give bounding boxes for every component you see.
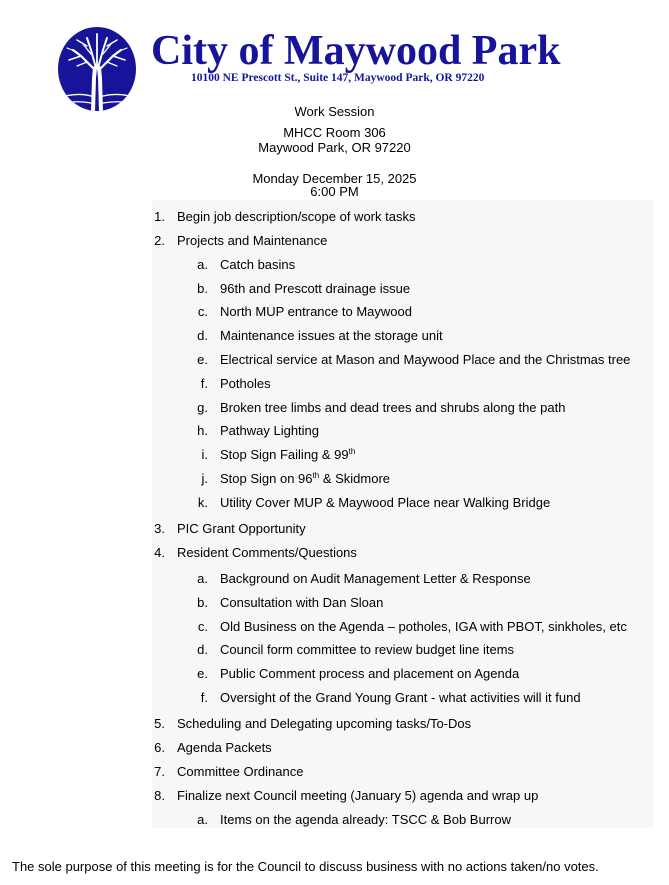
agenda-subitem (152, 257, 653, 273)
city-address: 10100 NE Prescott St., Suite 147, Maywood Park, OR 97220 (191, 72, 485, 84)
agenda-item-label: Pathway Lighting (220, 423, 320, 438)
agenda-item-label: Catch basins (220, 257, 296, 272)
agenda-item-number: f. (200, 690, 208, 705)
agenda-item-label: Items on the agenda already: TSCC & Bob Burrow (220, 812, 511, 827)
agenda-item-number: e. (197, 666, 208, 681)
agenda-item-text (220, 447, 355, 462)
agenda-item-number: e. (197, 352, 208, 367)
agenda-item-label: Stop Sign on 96 (220, 471, 313, 486)
agenda-item (152, 764, 653, 780)
agenda-item (152, 233, 653, 249)
agenda-item-text (220, 619, 627, 634)
agenda-subitem (152, 619, 653, 635)
agenda-item-label: Stop Sign Failing & 99 (220, 447, 349, 462)
agenda-item-number: 1. (154, 209, 165, 224)
agenda-item-label: Consultation with Dan Sloan (220, 595, 384, 610)
agenda-item-number: k. (197, 495, 208, 510)
agenda-item-label: Scheduling and Delegating upcoming tasks/To-Dos (177, 716, 472, 731)
ordinal-suffix: th (312, 471, 320, 480)
agenda-item-label: Oversight of the Grand Young Grant - what activities will it fund (220, 690, 581, 705)
agenda-item-label: Council form committee to review budget line items (220, 642, 515, 657)
meeting-room: MHCC Room 306 (283, 125, 386, 140)
agenda-item-text (220, 471, 390, 486)
agenda-item-label: Finalize next Council meeting (January 5) agenda and wrap up (177, 788, 539, 803)
agenda-subitem (152, 304, 653, 320)
agenda-item-label: Utility Cover MUP & Maywood Place near Walking Bridge (220, 495, 551, 510)
agenda-subitem (152, 471, 653, 487)
agenda-item-text (220, 281, 410, 296)
agenda-item-label: Committee Ordinance (177, 764, 304, 779)
agenda-item-number: f. (200, 376, 208, 391)
agenda-list (152, 200, 653, 828)
agenda-item-label: PIC Grant Opportunity (177, 521, 306, 536)
agenda-item-label-tail: & Skidmore (319, 471, 391, 486)
meeting-time: 6:00 PM (310, 184, 359, 199)
agenda-item-text (220, 257, 295, 272)
agenda-item-number: a. (197, 812, 208, 827)
agenda-item-number: a. (197, 571, 208, 586)
agenda-subitem (152, 812, 653, 828)
agenda-subitem (152, 642, 653, 658)
city-title: City of Maywood Park (151, 28, 561, 74)
agenda-item-text (220, 423, 319, 438)
agenda-item-text (220, 304, 412, 319)
agenda-item-label: Resident Comments/Questions (177, 545, 357, 560)
agenda-item-text (220, 666, 519, 681)
agenda-subitem (152, 376, 653, 392)
agenda-item-text (220, 571, 531, 586)
agenda-item-text (220, 352, 630, 367)
agenda-item-label: Background on Audit Management Letter & Response (220, 571, 531, 586)
agenda-item-text (177, 545, 357, 560)
meeting-city: Maywood Park, OR 97220 (258, 140, 411, 155)
agenda-item-text (220, 400, 565, 415)
agenda-subitem (152, 328, 653, 344)
agenda-item-label: Electrical service at Mason and Maywood Place and the Christmas tree (220, 352, 631, 367)
agenda-subitem (152, 447, 653, 463)
agenda-item (152, 788, 653, 804)
agenda-subitem (152, 571, 653, 587)
agenda-subitem (152, 400, 653, 416)
agenda-item-text (177, 740, 272, 755)
agenda-item-label: Public Comment process and placement on Agenda (220, 666, 520, 681)
agenda-item-number: 4. (154, 545, 165, 560)
agenda-item (152, 545, 653, 561)
agenda-item-label: Agenda Packets (177, 740, 272, 755)
agenda-item-number: 5. (154, 716, 165, 731)
agenda-item (152, 716, 653, 732)
agenda-subitem (152, 352, 653, 368)
agenda-item-text (220, 812, 511, 827)
agenda-subitem (152, 690, 653, 706)
agenda-item-text (220, 595, 383, 610)
agenda-subitem (152, 423, 653, 439)
agenda-item-text (177, 521, 306, 536)
tree-seal-icon (57, 26, 137, 112)
agenda-item-number: 8. (154, 788, 165, 803)
agenda-item-text (177, 716, 471, 731)
meeting-type: Work Session (294, 104, 375, 119)
agenda-item-text (220, 495, 550, 510)
agenda-item-label: Old Business on the Agenda – potholes, IGA with PBOT, sinkholes, etc (220, 619, 627, 634)
agenda-item-number: j. (201, 471, 208, 486)
meeting-date: Monday December 15, 2025 (252, 171, 417, 186)
agenda-item-text (220, 690, 581, 705)
agenda-item-label: North MUP entrance to Maywood (220, 304, 412, 319)
agenda-item-text (177, 788, 538, 803)
agenda-item-number: a. (197, 257, 208, 272)
agenda-item-label: Begin job description/scope of work tasks (177, 209, 416, 224)
agenda-item-number: b. (197, 281, 208, 296)
agenda-item-number: 6. (154, 740, 165, 755)
agenda-item-label: Potholes (220, 376, 271, 391)
agenda-item-text (220, 642, 514, 657)
agenda-item (152, 740, 653, 756)
footer-note: The sole purpose of this meeting is for the Council to discuss business with no actions taken/no votes. (12, 859, 599, 874)
agenda-subitem (152, 281, 653, 297)
agenda-item-number: i. (201, 447, 208, 462)
agenda-item-text (177, 209, 415, 224)
agenda-item-label: Broken tree limbs and dead trees and shrubs along the path (220, 400, 566, 415)
agenda-item-number: b. (197, 595, 208, 610)
agenda-subitem (152, 495, 653, 511)
agenda-item-text (177, 764, 303, 779)
agenda-item-label: Projects and Maintenance (177, 233, 328, 248)
agenda-item (152, 521, 653, 537)
agenda-item-number: c. (197, 304, 208, 319)
agenda-item-number: g. (197, 400, 208, 415)
agenda-item-number: d. (197, 328, 208, 343)
agenda-item-number: h. (197, 423, 208, 438)
agenda-item-number: c. (197, 619, 208, 634)
agenda-item-text (177, 233, 327, 248)
agenda-item-text (220, 328, 443, 343)
agenda-item (152, 209, 653, 225)
agenda-subitem (152, 666, 653, 682)
agenda-item-label: 96th and Prescott drainage issue (220, 281, 411, 296)
ordinal-suffix: th (348, 447, 356, 456)
agenda-item-number: 3. (154, 521, 165, 536)
agenda-item-label: Maintenance issues at the storage unit (220, 328, 443, 343)
agenda-subitem (152, 595, 653, 611)
agenda-item-number: 2. (154, 233, 165, 248)
agenda-item-number: 7. (154, 764, 165, 779)
agenda-item-text (220, 376, 271, 391)
agenda-item-number: d. (197, 642, 208, 657)
